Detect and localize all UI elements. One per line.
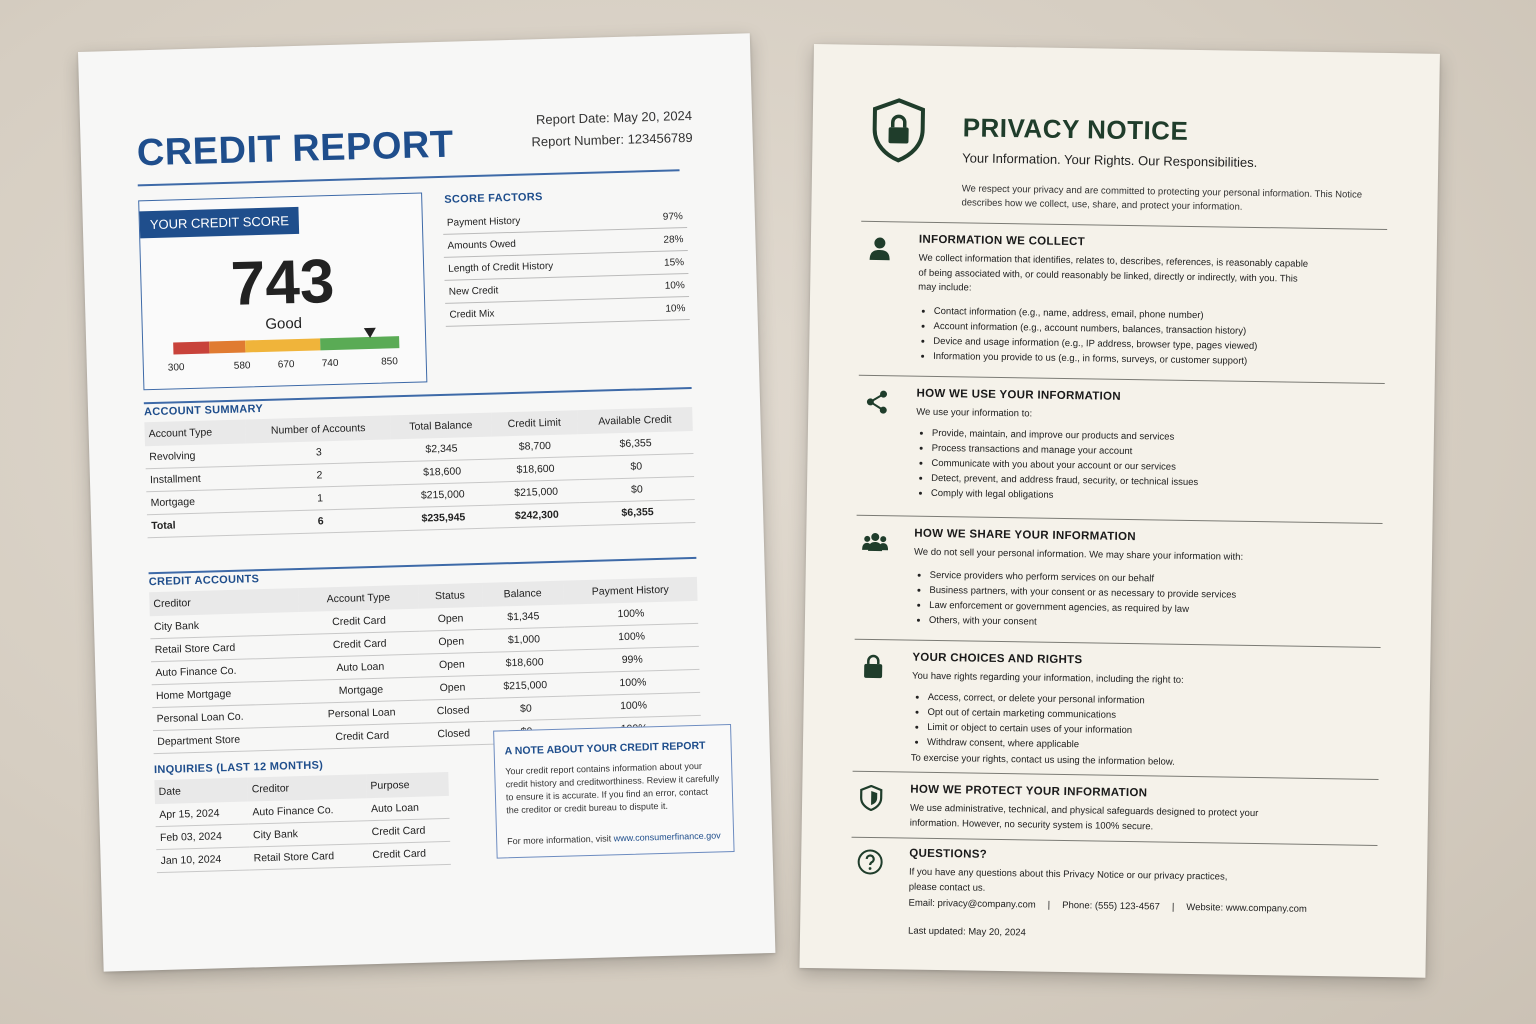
contact-email[interactable]: Email: privacy@company.com	[908, 897, 1036, 911]
shield-lock-icon	[870, 97, 927, 164]
account-summary-table	[144, 407, 695, 538]
factor-value: 10%	[665, 303, 686, 315]
credit-report-note	[493, 724, 734, 859]
divider	[852, 837, 1378, 846]
table-cell: 3	[246, 439, 392, 466]
column-header: Purpose	[366, 772, 449, 798]
column-header: Total Balance	[390, 413, 491, 440]
table-cell: $0	[578, 453, 694, 479]
note-footer	[507, 829, 721, 848]
table-cell: Credit Card	[368, 841, 451, 866]
last-updated: Last updated: May 20, 2024	[907, 925, 1026, 939]
factor-label: Amounts Owed	[447, 238, 517, 252]
table-cell: 99%	[565, 646, 699, 673]
section-heading: QUESTIONS?	[909, 847, 988, 861]
credit-report-page	[78, 33, 775, 971]
score-factors-table	[443, 205, 690, 327]
inquiries-heading: INQUIRIES (LAST 12 MONTHS)	[153, 759, 324, 777]
account-summary-heading: ACCOUNT SUMMARY	[143, 402, 264, 419]
column-header: Credit Limit	[491, 410, 578, 436]
list-item: • Law enforcement or government agencies, as required by law	[929, 598, 1236, 618]
privacy-subtitle: Your Information. Your Rights. Our Responsibilities.	[962, 150, 1258, 170]
lock-icon	[860, 653, 886, 679]
section-information-we-collect	[861, 233, 1387, 367]
report-meta	[531, 105, 693, 153]
table-cell: $18,600	[392, 459, 493, 485]
table-cell: 100%	[566, 669, 700, 696]
divider	[855, 639, 1381, 648]
table-cell: Personal Loan Co.	[152, 704, 302, 731]
column-header: Number of Accounts	[245, 415, 391, 443]
column-header: Creditor	[247, 774, 366, 801]
table-cell: Credit Card	[300, 631, 420, 657]
table-cell: $6,355	[580, 499, 696, 525]
credit-score-heading: YOUR CREDIT SCORE	[139, 207, 299, 238]
section-body: We do not sell your personal information. We may share your information with:	[913, 546, 1244, 563]
gauge-segment	[209, 340, 245, 353]
list-item: • Withdraw consent, where applicable	[927, 735, 1144, 753]
column-header: Creditor	[149, 588, 299, 616]
section-body: We collect information that identifies, relates to, describes, references, is reasonably capable of being associated with, or could reasonably be linked, directly or indirectly, with you. This may include:	[918, 252, 1309, 294]
gauge-segment	[245, 338, 320, 352]
accounts-divider	[149, 557, 697, 574]
table-cell: Jan 10, 2024	[156, 847, 250, 873]
table-cell: Department Store	[153, 726, 303, 753]
list-item: • Information you provide to us (e.g., in forms, surveys, or customer support)	[933, 349, 1257, 369]
table-cell: City Bank	[150, 612, 300, 639]
credit-score-value: 743	[229, 246, 336, 319]
list-item: • Service providers who perform services on our behalf	[930, 568, 1237, 588]
table-cell: $242,300	[493, 503, 580, 528]
share-icon	[864, 389, 890, 415]
factor-label: New Credit	[448, 285, 499, 298]
use-list	[919, 426, 1199, 505]
divider	[857, 515, 1383, 524]
table-cell: $215,000	[493, 480, 580, 505]
table-cell: Open	[419, 629, 484, 654]
share-list	[917, 568, 1237, 633]
gauge-tick-label: 300	[167, 362, 185, 374]
question-icon	[857, 849, 883, 875]
consumer-finance-link[interactable]: www.consumerfinance.gov	[613, 830, 721, 844]
credit-accounts-heading: CREDIT ACCOUNTS	[148, 573, 260, 589]
section-body: If you have any questions about this Privacy Notice or our privacy practices, please contact us.	[908, 866, 1228, 894]
table-cell: 100%	[564, 601, 698, 627]
table-cell: Total	[147, 512, 249, 538]
factor-value: 10%	[664, 280, 685, 292]
section-heading: HOW WE USE YOUR INFORMATION	[916, 387, 1122, 403]
table-cell: Open	[420, 652, 485, 677]
contact-line	[908, 898, 1307, 915]
table-cell: Auto Loan	[300, 654, 420, 680]
section-body: We use administrative, technical, and physical safeguards designed to protect your information. However, no security system is 100% secure.	[909, 802, 1259, 832]
table-cell: $215,000	[484, 673, 566, 698]
divider	[861, 221, 1387, 230]
section-heading: INFORMATION WE COLLECT	[918, 233, 1086, 249]
table-cell: Retail Store Card	[249, 844, 368, 870]
score-gauge	[173, 336, 399, 354]
report-date: Report Date: May 20, 2024	[535, 107, 693, 128]
table-cell: Open	[420, 675, 485, 700]
table-cell: $1,345	[482, 605, 564, 630]
table-cell: Credit Card	[302, 723, 422, 749]
separator: |	[1171, 901, 1175, 913]
list-item: • Opt out of certain marketing communications	[927, 705, 1144, 723]
table-cell: Mortgage	[301, 677, 421, 703]
gauge-tick-label: 670	[277, 359, 295, 371]
list-item: • Limit or object to certain uses of your information	[927, 720, 1144, 738]
column-header: Payment History	[563, 577, 697, 605]
list-item: • Others, with your consent	[929, 613, 1236, 633]
factor-value: 97%	[662, 211, 683, 223]
section-how-we-use	[859, 387, 1385, 501]
factor-value: 28%	[663, 234, 684, 246]
factor-value: 15%	[663, 257, 685, 269]
gauge-tick-label: 850	[381, 356, 399, 368]
table-cell: Credit Card	[367, 818, 450, 843]
note-heading: A NOTE ABOUT YOUR CREDIT REPORT	[504, 739, 706, 758]
credit-score-rating: Good	[265, 314, 303, 333]
choices-list	[915, 690, 1145, 754]
collect-list	[921, 304, 1258, 369]
table-cell: Home Mortgage	[152, 681, 302, 708]
column-header: Balance	[482, 581, 564, 607]
table-cell: Retail Store Card	[150, 635, 300, 662]
gauge-tick-label: 740	[321, 357, 339, 370]
contact-phone[interactable]: Phone: (555) 123-4567	[1062, 900, 1160, 913]
inquiries-table	[154, 772, 450, 873]
separator: |	[1047, 899, 1051, 911]
privacy-notice-page	[799, 44, 1439, 978]
privacy-intro: We respect your privacy and are committed to protecting your personal information. This Notice describes how we collect, use, share, and protect your information.	[961, 183, 1363, 213]
section-heading: YOUR CHOICES AND RIGHTS	[912, 651, 1083, 667]
credit-report-title: CREDIT REPORT	[136, 123, 455, 175]
table-cell: Installment	[146, 466, 248, 492]
table-cell: Apr 15, 2024	[155, 802, 249, 827]
table-cell: City Bank	[249, 821, 368, 847]
table-cell: $18,600	[492, 457, 579, 482]
group-icon	[862, 529, 888, 555]
section-how-we-protect	[852, 783, 1378, 832]
column-header: Account Type	[144, 419, 246, 446]
factor-label: Length of Credit History	[448, 260, 554, 275]
table-cell: Auto Finance Co.	[151, 658, 301, 685]
table-cell: $0	[485, 696, 567, 721]
column-header: Account Type	[299, 585, 419, 612]
table-cell: Feb 03, 2024	[156, 824, 250, 850]
person-icon	[867, 235, 893, 261]
divider	[859, 375, 1385, 384]
table-cell: 6	[248, 508, 394, 535]
privacy-title: PRIVACY NOTICE	[962, 112, 1189, 146]
section-body: We use your information to:	[916, 406, 1033, 420]
factor-label: Payment History	[446, 215, 521, 229]
table-cell: Revolving	[145, 443, 247, 468]
table-cell: Closed	[421, 698, 486, 723]
table-cell: $6,355	[578, 431, 694, 457]
factor-label: Credit Mix	[449, 308, 495, 321]
credit-score-box	[138, 192, 427, 390]
score-gauge-pointer	[363, 328, 375, 338]
table-cell: $235,945	[393, 505, 494, 531]
note-footer-text: For more information, visit	[507, 833, 614, 847]
column-header: Status	[418, 583, 483, 609]
table-cell: $0	[579, 476, 695, 502]
table-cell: Closed	[421, 721, 486, 746]
section-body: You have rights regarding your information, including the right to:	[911, 670, 1184, 686]
table-cell: $18,600	[484, 650, 566, 675]
section-heading: HOW WE SHARE YOUR INFORMATION	[914, 527, 1137, 544]
list-item: • Process transactions and manage your account	[932, 441, 1199, 460]
gauge-segment	[173, 341, 209, 354]
list-item: • Account information (e.g., account numbers, balances, transaction history)	[933, 319, 1257, 339]
table-cell: $8,700	[491, 434, 578, 459]
column-header: Date	[154, 778, 248, 805]
table-cell: Credit Card	[299, 609, 419, 635]
table-cell: 100%	[564, 623, 698, 650]
table-cell: 1	[247, 485, 393, 512]
shield-icon	[858, 785, 884, 811]
gauge-segment	[320, 336, 399, 350]
table-cell: $1,000	[483, 627, 565, 652]
section-questions	[851, 847, 1377, 939]
section-how-we-share	[856, 527, 1382, 628]
table-cell: $2,345	[391, 437, 492, 462]
list-item: • Communicate with you about your account or our services	[931, 456, 1198, 475]
list-item: • Device and usage information (e.g., IP address, browser type, pages viewed)	[933, 334, 1257, 354]
list-item: • Detect, prevent, and address fraud, security, or technical issues	[931, 471, 1198, 490]
section-heading: HOW WE PROTECT YOUR INFORMATION	[910, 783, 1148, 800]
score-factors-heading: SCORE FACTORS	[444, 191, 543, 206]
contact-website[interactable]: Website: www.company.com	[1186, 901, 1307, 915]
list-item: • Comply with legal obligations	[931, 486, 1198, 505]
table-cell: Auto Loan	[367, 796, 450, 821]
table-cell: Mortgage	[146, 489, 248, 515]
gauge-tick-label: 580	[233, 360, 251, 372]
summary-divider	[144, 387, 692, 404]
table-cell: 100%	[566, 692, 700, 719]
table-cell: Auto Finance Co.	[248, 798, 367, 824]
score-gauge-ticks	[168, 356, 406, 377]
column-header: Available Credit	[577, 407, 693, 434]
table-cell: Open	[418, 607, 483, 631]
table-cell: $215,000	[392, 482, 493, 508]
section-choices-and-rights	[854, 651, 1380, 768]
list-item: • Access, correct, or delete your personal information	[928, 690, 1145, 708]
choices-footer: To exercise your rights, contact us using the information below.	[910, 752, 1175, 768]
note-body: Your credit report contains information about your credit history and creditworthiness. Review it carefully to ensure it is accurate. If you find an error, contact the creditor or credit bureau to dispute it.	[505, 760, 720, 816]
list-item: • Contact information (e.g., name, address, email, phone number)	[934, 304, 1258, 324]
table-cell: Personal Loan	[302, 700, 422, 726]
list-item: • Business partners, with your consent or as necessary to provide services	[929, 583, 1236, 603]
report-number: Report Number: 123456789	[531, 129, 693, 150]
list-item: • Provide, maintain, and improve our products and services	[932, 426, 1199, 445]
table-cell: 2	[247, 462, 393, 489]
